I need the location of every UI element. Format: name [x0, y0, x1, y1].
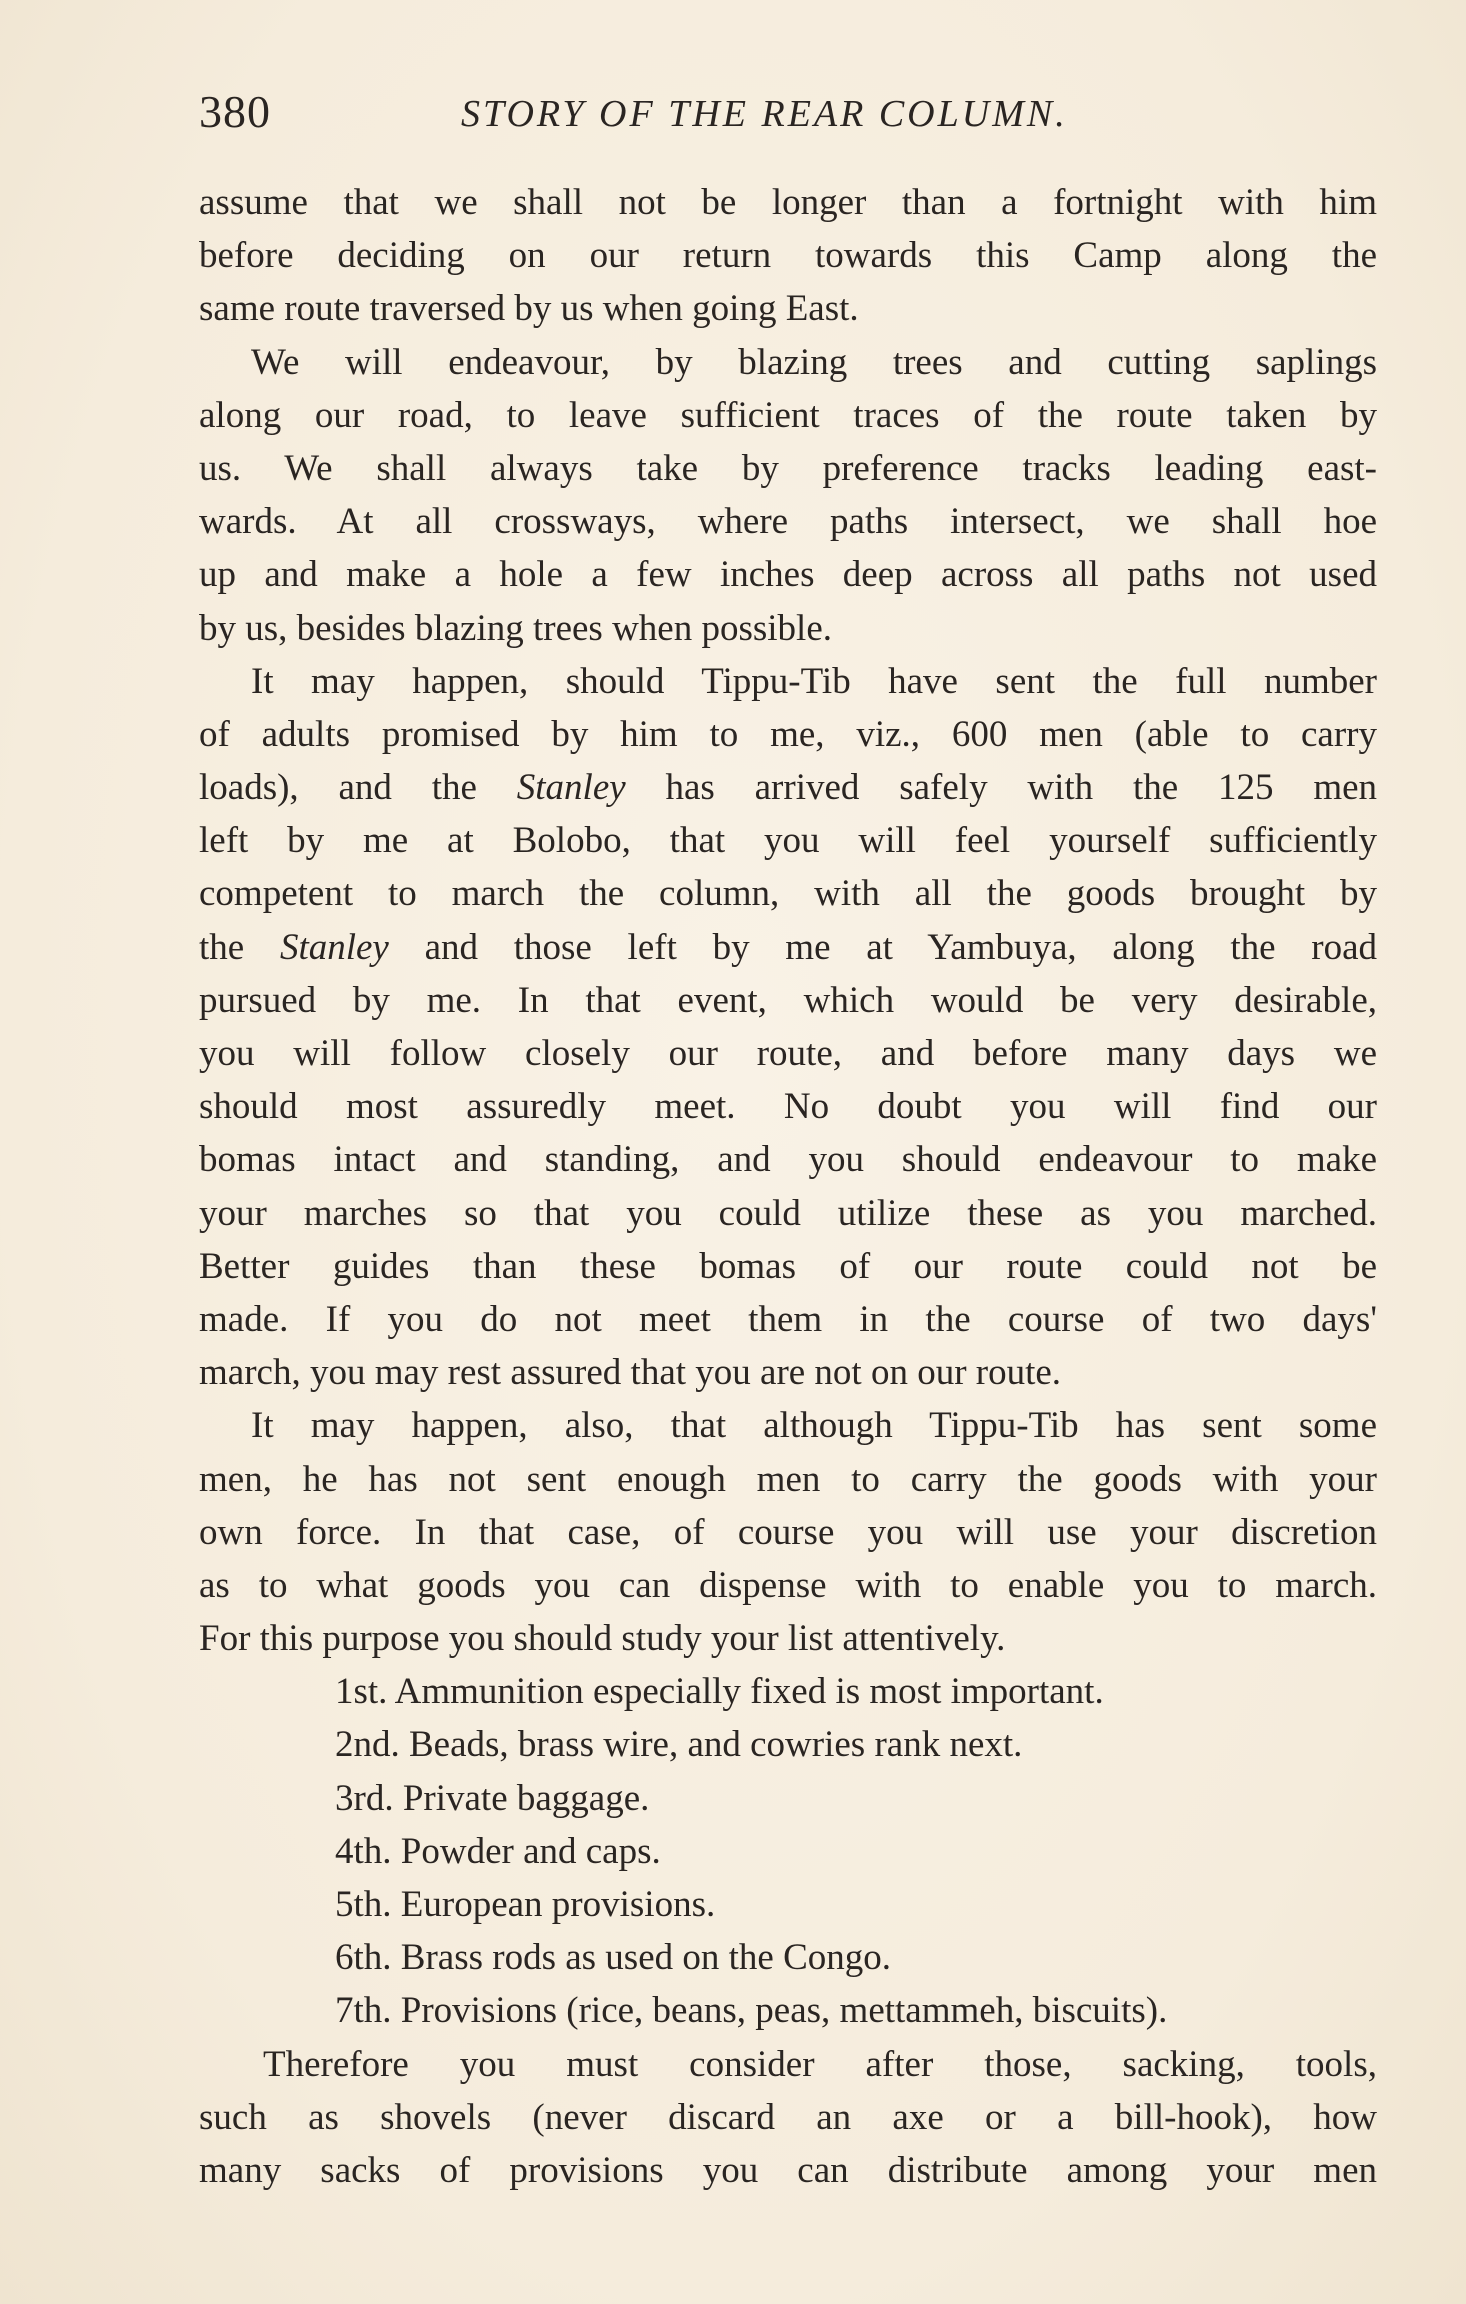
paragraph-start-line: It may happen, should Tippu-Tib have sent the full number: [251, 660, 1377, 702]
text-line: up and make a hole a few inches deep across all paths not used: [199, 554, 1377, 596]
body-text: [199, 176, 1377, 2197]
text-segment: the: [199, 926, 245, 968]
ship-name-stanley: Stanley: [279, 926, 389, 968]
list-item: 4th. Powder and caps.: [335, 1830, 661, 1872]
text-segment: loads), and the: [199, 767, 477, 809]
running-head: STORY OF THE REAR COLUMN.: [461, 93, 1068, 135]
text-line: many sacks of provisions you can distribute among your men: [199, 2149, 1377, 2191]
page-number: 380: [199, 86, 271, 137]
text-line: along our road, to leave sufficient traces of the route taken by: [199, 394, 1377, 436]
text-segment: and those left by me at Yambuya, along the road: [424, 926, 1378, 968]
text-line: made. If you do not meet them in the course of two days': [199, 1298, 1377, 1340]
list-item: 1st. Ammunition especially fixed is most important.: [335, 1671, 1104, 1713]
text-line: wards. At all crossways, where paths intersect, we shall hoe: [199, 501, 1377, 543]
list-item: 6th. Brass rods as used on the Congo.: [335, 1937, 891, 1979]
text-line: left by me at Bolobo, that you will feel yourself sufficiently: [199, 820, 1377, 862]
paragraph-start-line: Therefore you must consider after those, sacking, tools,: [263, 2043, 1377, 2085]
text-line: such as shovels (never discard an axe or a bill-hook), how: [199, 2096, 1377, 2138]
text-line: bomas intact and standing, and you should endeavour to make: [199, 1139, 1377, 1181]
page-header: [199, 84, 1377, 144]
list-item: 2nd. Beads, brass wire, and cowries rank next.: [335, 1724, 1023, 1766]
ship-name-stanley: Stanley: [516, 767, 626, 809]
list-item: 3rd. Private baggage.: [335, 1777, 650, 1819]
text-line: you will follow closely our route, and before many days we: [199, 1033, 1377, 1074]
text-line: of adults promised by him to me, viz., 600 men (able to carry: [199, 713, 1377, 755]
text-line: For this purpose you should study your list attentively.: [199, 1618, 1006, 1660]
text-line: us. We shall always take by preference tracks leading east-: [199, 447, 1377, 489]
text-line: by us, besides blazing trees when possible.: [199, 607, 832, 649]
paragraph-start-line: It may happen, also, that although Tippu-Tib has sent some: [251, 1405, 1377, 1447]
text-line: before deciding on our return towards this Camp along the: [199, 235, 1377, 277]
text-line: assume that we shall not be longer than a fortnight with him: [199, 182, 1377, 223]
text-segment: has arrived safely with the 125 men: [665, 767, 1378, 809]
text-line: march, you may rest assured that you are not on our route.: [199, 1352, 1062, 1394]
text-line: competent to march the column, with all the goods brought by: [199, 873, 1377, 915]
list-item: 5th. European provisions.: [335, 1884, 716, 1925]
text-line: your marches so that you could utilize these as you marched.: [199, 1192, 1377, 1234]
text-line: should most assuredly meet. No doubt you will find our: [199, 1086, 1377, 1128]
text-line: same route traversed by us when going East.: [199, 288, 859, 330]
text-line: own force. In that case, of course you will use your discretion: [199, 1511, 1377, 1553]
text-line: [199, 921, 1377, 974]
paragraph-start-line: We will endeavour, by blazing trees and cutting saplings: [251, 341, 1377, 383]
text-line: pursued by me. In that event, which would be very desirable,: [199, 979, 1377, 1021]
list-item: 7th. Provisions (rice, beans, peas, mettammeh, biscuits).: [335, 1990, 1168, 2032]
text-line: as to what goods you can dispense with to enable you to march.: [199, 1564, 1377, 1606]
text-line: men, he has not sent enough men to carry the goods with your: [199, 1458, 1377, 1500]
text-line: [199, 761, 1377, 814]
text-line: Better guides than these bomas of our route could not be: [199, 1245, 1377, 1287]
